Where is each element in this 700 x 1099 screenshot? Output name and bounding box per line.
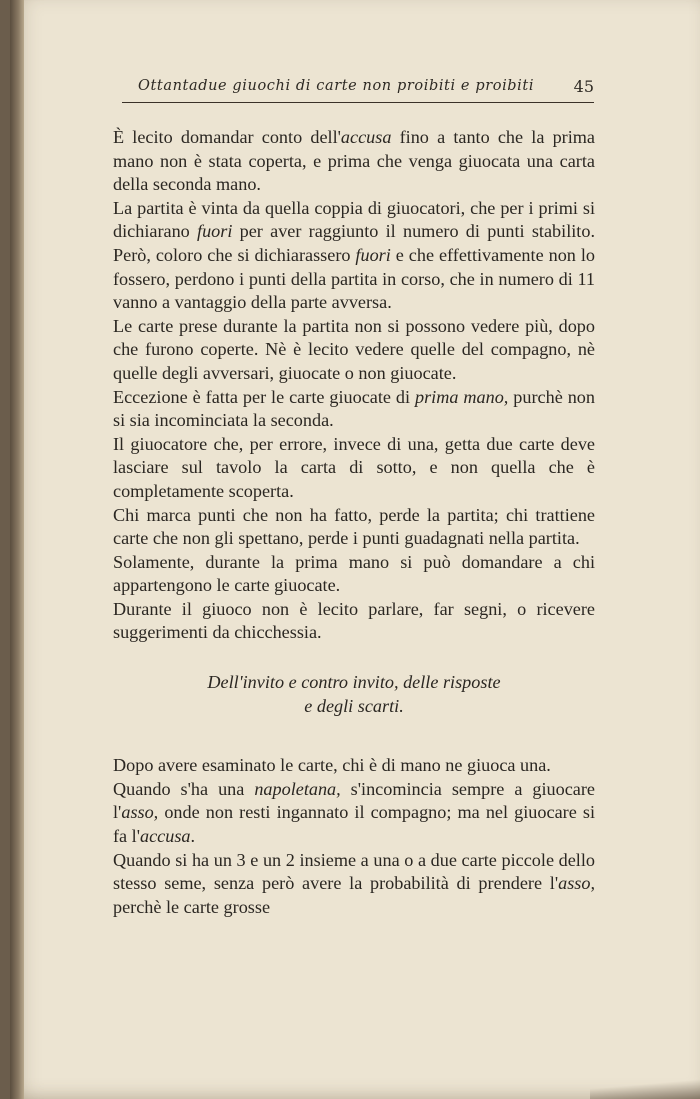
paragraph: La partita è vinta da quella coppia di giuocatori, che per i primi si dichiarano fuori per aver raggiunto il numero di punti stabilito. Però, coloro che si dichiarassero fuori e che effettivamente non lo fossero, perdono i punti della partita in corso, che in numero di 11 vanno a vantaggio della parte avversa. <box>113 197 595 313</box>
paragraph: Dopo avere esaminato le carte, chi è di mano ne giuoca una. <box>113 755 551 776</box>
paragraph: Quando si ha un 3 e un 2 insieme a una o a due carte piccole dello stesso seme, senza però avere la probabilità di prendere l'asso, perchè le carte grosse <box>113 849 595 917</box>
book-page <box>10 0 700 1099</box>
paragraph: Chi marca punti che non ha fatto, perde la partita; chi trattiene carte che non gli spettano, perde i punti guadagnati nella partita. <box>113 504 595 549</box>
paragraph: Le carte prese durante la partita non si possono vedere più, dopo che furono coperte. Nè è lecito vedere quelle del compagno, nè quelle degli avversari, giuocate o non giuocate. <box>113 315 595 383</box>
book-spine-shadow <box>10 0 24 1099</box>
paragraph: È lecito domandar conto dell'accusa fino a tanto che la prima mano non è stata coperta, e prima che venga giuocata una carta della seconda mano. <box>113 127 596 195</box>
paragraph: Durante il giuoco non è lecito parlare, far segni, o ricevere suggerimenti da chicchessia. <box>113 598 595 643</box>
section-heading <box>113 671 595 718</box>
paragraph: Solamente, durante la prima mano si può domandare a chi appartengono le carte giuocate. <box>113 551 595 596</box>
page-number: 45 <box>573 77 594 96</box>
paragraph: Il giuocatore che, per errore, invece di una, getta due carte deve lasciare sul tavolo la carta di sotto, e non quella che è completamente scoperta. <box>113 433 595 501</box>
paragraph: Eccezione è fatta per le carte giuocate di prima mano, purchè non si sia incominciata la seconda. <box>113 386 595 431</box>
body-text <box>113 126 595 919</box>
paragraph: Quando s'ha una napoletana, s'incomincia sempre a giuocare l'asso, onde non resti ingannato il compagno; ma nel giuocare si fa l'accusa. <box>113 778 595 847</box>
page-corner-shadow <box>590 1075 700 1099</box>
section-heading-line: Dell'invito e contro invito, delle risposte <box>207 672 501 693</box>
running-title: Ottantadue giuochi di carte non proibiti e proibiti <box>138 78 535 94</box>
running-header <box>122 76 594 103</box>
section-heading-line: e degli scarti. <box>304 695 404 716</box>
